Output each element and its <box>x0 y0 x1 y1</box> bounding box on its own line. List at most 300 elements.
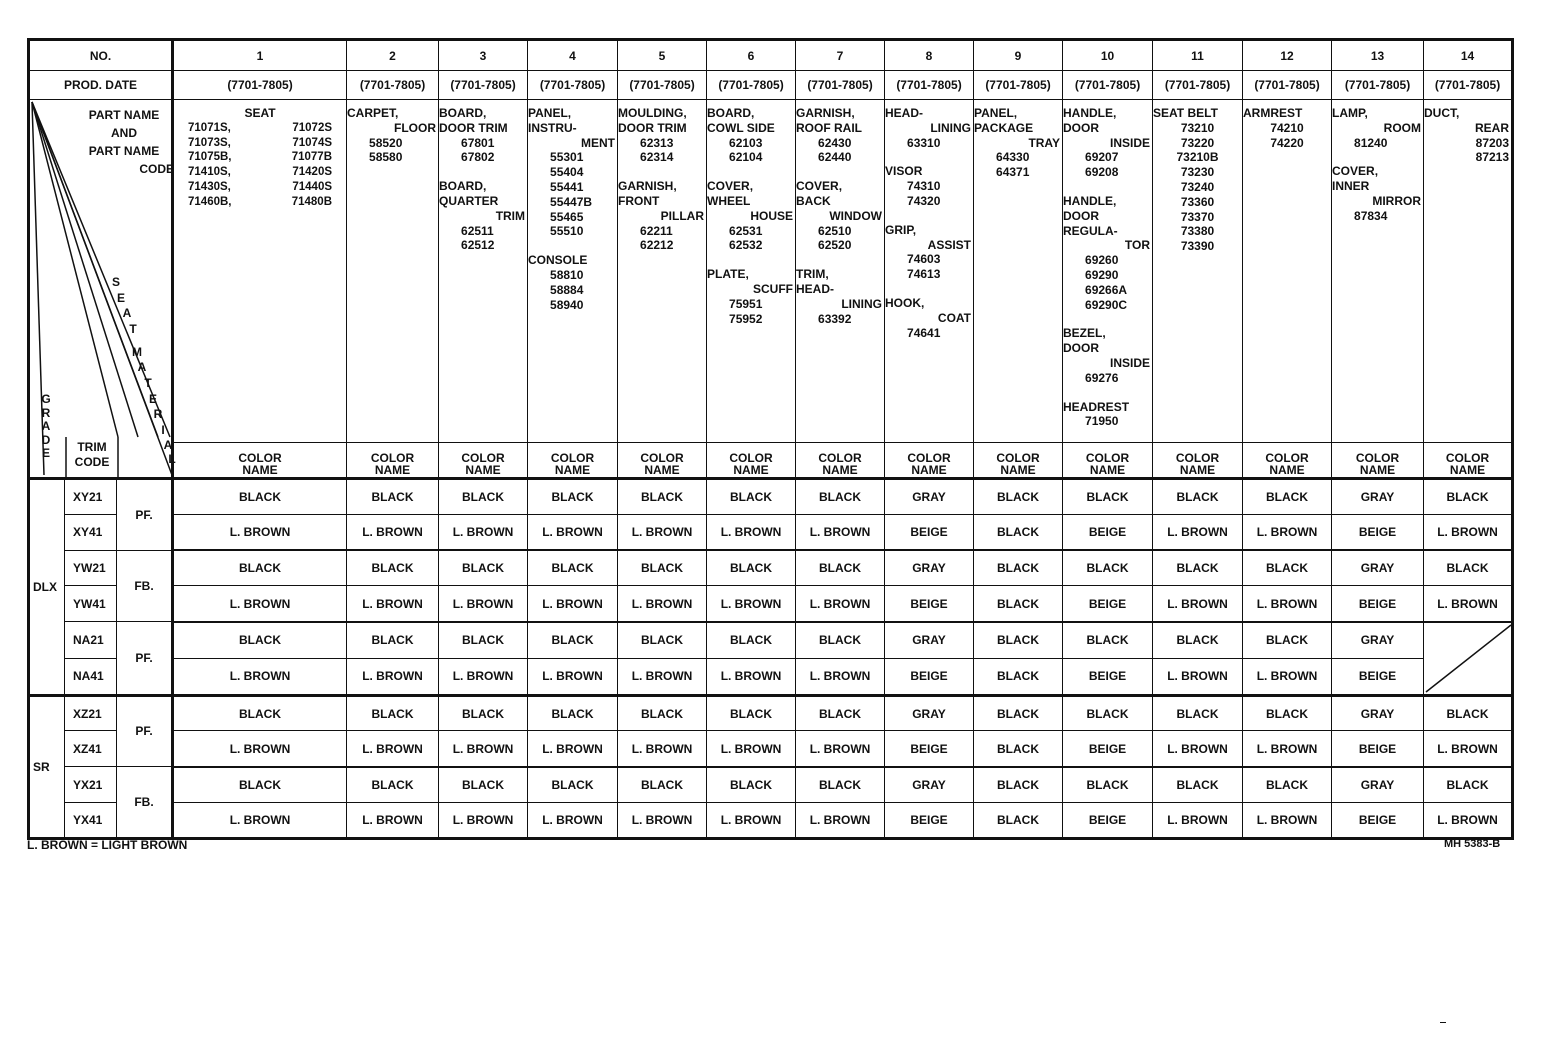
part-entry: 74220 <box>1270 135 1304 150</box>
color-name: BEIGE <box>885 514 974 550</box>
color-name: L. BROWN <box>1153 514 1243 550</box>
part-name-cell <box>885 100 974 479</box>
color-name: L. BROWN <box>173 658 347 695</box>
figure-id: MH 5383-B <box>1444 838 1501 850</box>
color-name-label <box>1424 452 1511 476</box>
color-name-label <box>796 452 884 476</box>
color-name: BLACK <box>528 622 618 659</box>
part-entry: 62510 <box>818 223 852 238</box>
trim-row <box>29 731 1513 767</box>
part-entry: GARNISH, <box>796 106 855 120</box>
part-name-cell <box>173 100 347 479</box>
part-entry: COVER, <box>707 179 754 194</box>
color-name: L. BROWN <box>796 658 885 695</box>
color-name: L. BROWN <box>173 586 347 622</box>
part-name-cell <box>618 100 707 479</box>
color-name: L. BROWN <box>1424 586 1513 622</box>
color-name: BLACK <box>1424 767 1513 803</box>
color-name-label <box>1063 452 1152 476</box>
color-name: GRAY <box>1332 622 1424 659</box>
color-name: GRAY <box>885 622 974 659</box>
part-code: 71073S, <box>188 136 231 149</box>
color-name-line-1: COLOR <box>1445 451 1490 465</box>
part-name-cell <box>796 100 885 479</box>
color-name: GRAY <box>885 767 974 803</box>
trim-code-label-line-1: TRIM <box>77 440 107 454</box>
part-entry: 67801 <box>461 135 495 150</box>
color-name: L. BROWN <box>439 803 528 839</box>
part-list <box>439 100 527 253</box>
trim-code: XY21 <box>65 479 117 515</box>
trim-row <box>29 803 1513 839</box>
part-entry: REGULA- <box>1063 223 1118 238</box>
color-name: L. BROWN <box>1243 514 1332 550</box>
color-name-line-2: NAME <box>1179 463 1216 477</box>
part-entry: 62314 <box>640 150 674 165</box>
part-entry: 55441 <box>550 179 584 194</box>
part-code: 71420S <box>292 166 333 179</box>
part-name-cell <box>528 100 618 479</box>
seat-material: FB. <box>117 767 173 839</box>
part-entry: 67802 <box>461 150 495 165</box>
color-name: L. BROWN <box>1424 803 1513 839</box>
color-name: BLACK <box>1243 767 1332 803</box>
part-entry: 71950 <box>1085 414 1119 429</box>
part-entry: 62104 <box>729 150 763 165</box>
part-entry: 58940 <box>550 297 584 312</box>
part-entry: GRIP, <box>885 222 917 237</box>
part-entry: COWL SIDE <box>707 120 775 135</box>
production-date: (7701-7805) <box>347 71 439 100</box>
color-name-line-1: COLOR <box>907 451 951 465</box>
part-entry: HEAD- <box>885 106 924 120</box>
color-name: BLACK <box>618 479 707 515</box>
part-entry: ROOM <box>1383 120 1422 135</box>
part-entry: COVER, <box>796 179 843 194</box>
column-number: 8 <box>885 40 974 71</box>
production-date: (7701-7805) <box>796 71 885 100</box>
part-entry: BOARD, <box>707 106 755 120</box>
trim-code: XZ21 <box>65 695 117 731</box>
color-name: L. BROWN <box>1243 731 1332 767</box>
color-name: BEIGE <box>885 658 974 695</box>
color-name: BLACK <box>347 479 439 515</box>
part-list <box>618 100 706 253</box>
grade-cell: DLX <box>29 479 65 696</box>
color-name-label <box>528 452 617 476</box>
part-name-cell <box>974 100 1063 479</box>
color-name: BLACK <box>707 695 796 731</box>
part-entry: PILLAR <box>660 208 705 223</box>
seat-material: PF. <box>117 479 173 551</box>
color-name: BEIGE <box>1332 658 1424 695</box>
part-list <box>885 100 973 340</box>
trim-code: YX41 <box>65 803 117 839</box>
color-name-line-1: COLOR <box>461 451 505 465</box>
color-name: BLACK <box>439 767 528 803</box>
color-name: BLACK <box>974 695 1063 731</box>
part-entry: BOARD, <box>439 106 487 120</box>
part-code: 71077B <box>291 151 333 164</box>
color-name: L. BROWN <box>707 803 796 839</box>
part-name-header-line: CODE <box>139 162 174 176</box>
color-name-line-1: COLOR <box>1085 451 1130 465</box>
part-list <box>347 100 438 165</box>
part-entry: DOOR <box>1063 208 1100 223</box>
part-code: 71410S, <box>188 166 231 179</box>
color-name-line-2: NAME <box>465 463 501 477</box>
part-name-header <box>70 106 178 178</box>
color-name-line-1: COLOR <box>1355 451 1400 465</box>
column-number: 11 <box>1153 40 1243 71</box>
color-name: L. BROWN <box>796 803 885 839</box>
color-name-label <box>885 452 973 476</box>
trim-code: YW41 <box>65 586 117 622</box>
trim-row <box>29 622 1513 659</box>
part-entry: 69266A <box>1085 282 1128 297</box>
color-name: BLACK <box>1063 479 1153 515</box>
part-code: 71071S, <box>188 121 231 134</box>
part-entry: DOOR TRIM <box>439 120 508 135</box>
color-name: BLACK <box>1243 550 1332 586</box>
color-name-label <box>1332 452 1423 476</box>
part-entry: 55510 <box>550 224 584 239</box>
color-name-line-2: NAME <box>242 463 278 477</box>
part-list <box>1332 100 1423 224</box>
column-number: 13 <box>1332 40 1424 71</box>
color-name-line-1: COLOR <box>818 451 862 465</box>
color-name: L. BROWN <box>1243 803 1332 839</box>
part-entry: COVER, <box>1332 164 1379 179</box>
part-name-cell <box>1332 100 1424 479</box>
color-name: BLACK <box>1424 550 1513 586</box>
color-name-label <box>1153 452 1242 476</box>
part-name-header-line: PART NAME <box>88 108 160 122</box>
color-name: BLACK <box>974 803 1063 839</box>
part-entry: 81240 <box>1354 135 1388 150</box>
part-entry: GARNISH, <box>618 179 677 194</box>
color-name: L. BROWN <box>439 658 528 695</box>
part-entry: 73360 <box>1180 194 1215 209</box>
part-entry: 62430 <box>818 135 852 150</box>
color-name: GRAY <box>1332 550 1424 586</box>
part-entry: VISOR <box>885 164 923 179</box>
part-entry: INSTRU- <box>528 120 577 135</box>
part-entry: HOUSE <box>750 208 794 223</box>
color-name: L. BROWN <box>796 586 885 622</box>
part-entry: 62532 <box>729 238 763 253</box>
color-name-line-2: NAME <box>1359 463 1396 477</box>
part-entry: 74310 <box>907 179 941 194</box>
color-name-line-2: NAME <box>1000 463 1036 477</box>
part-entry: 75951 <box>729 296 763 311</box>
production-date: (7701-7805) <box>618 71 707 100</box>
color-name-line-1: COLOR <box>370 451 415 465</box>
color-name: GRAY <box>885 479 974 515</box>
part-entry: HANDLE, <box>1063 193 1117 208</box>
not-applicable-slash <box>1424 623 1513 694</box>
color-name: BLACK <box>439 622 528 659</box>
part-name-cell <box>707 100 796 479</box>
color-name: BLACK <box>796 622 885 659</box>
color-name: BLACK <box>173 767 347 803</box>
part-entry: 62512 <box>461 238 495 253</box>
color-name: L. BROWN <box>1153 803 1243 839</box>
part-entry: 87213 <box>1475 150 1510 165</box>
part-entry: REAR <box>1475 120 1510 135</box>
production-date: (7701-7805) <box>1332 71 1424 100</box>
part-entry: 62313 <box>640 135 674 150</box>
color-name: BLACK <box>1424 695 1513 731</box>
part-entry: 62103 <box>729 135 763 150</box>
color-name: BEIGE <box>1332 586 1424 622</box>
color-name: L. BROWN <box>439 514 528 550</box>
color-name: GRAY <box>885 550 974 586</box>
color-name: L. BROWN <box>796 514 885 550</box>
part-entry: 69260 <box>1085 253 1119 268</box>
part-entry: MIRROR <box>1372 193 1422 208</box>
color-name: BLACK <box>974 731 1063 767</box>
color-name: BLACK <box>618 550 707 586</box>
color-name: BLACK <box>1063 695 1153 731</box>
part-entry: DOOR <box>1063 341 1100 356</box>
color-name: L. BROWN <box>707 731 796 767</box>
part-entry: 73210B <box>1176 150 1219 165</box>
part-entry: HEADREST <box>1063 399 1130 414</box>
trim-color-table <box>27 38 1514 840</box>
column-number: 4 <box>528 40 618 71</box>
number-row <box>29 40 1513 71</box>
color-name: L. BROWN <box>528 658 618 695</box>
color-name: BLACK <box>439 550 528 586</box>
color-name: L. BROWN <box>347 658 439 695</box>
part-entry: WINDOW <box>829 208 883 223</box>
trim-row <box>29 514 1513 550</box>
column-number: 6 <box>707 40 796 71</box>
color-name: L. BROWN <box>528 586 618 622</box>
color-name-label <box>174 452 346 476</box>
column-key-header <box>29 100 176 479</box>
color-name: BLACK <box>974 550 1063 586</box>
part-entry: DOOR <box>1063 120 1100 135</box>
seat-material: PF. <box>117 622 173 696</box>
part-entry: COAT <box>937 310 972 325</box>
color-name: BLACK <box>1153 479 1243 515</box>
part-name-cell <box>1153 100 1243 479</box>
color-name: BLACK <box>1063 767 1153 803</box>
part-entry: 73210 <box>1180 120 1215 135</box>
color-name: L. BROWN <box>173 803 347 839</box>
trim-row <box>29 479 1513 515</box>
color-name-line-1: COLOR <box>1265 451 1309 465</box>
color-name: L. BROWN <box>347 803 439 839</box>
column-number: 5 <box>618 40 707 71</box>
production-date: (7701-7805) <box>1153 71 1243 100</box>
column-number: 2 <box>347 40 439 71</box>
color-name-label <box>618 452 706 476</box>
color-name: BLACK <box>528 479 618 515</box>
color-name: L. BROWN <box>796 731 885 767</box>
part-name-header-line: AND <box>111 126 137 140</box>
part-entry: 62511 <box>461 223 494 238</box>
trim-code: XZ41 <box>65 731 117 767</box>
color-name: BLACK <box>173 479 347 515</box>
color-name-line-2: NAME <box>822 463 858 477</box>
part-code: 71430S, <box>188 180 231 193</box>
part-code: 71075B, <box>188 151 232 164</box>
color-name: L. BROWN <box>347 514 439 550</box>
color-name: L. BROWN <box>707 658 796 695</box>
part-entry: 62520 <box>818 238 852 253</box>
color-name: BEIGE <box>885 731 974 767</box>
production-date: (7701-7805) <box>439 71 528 100</box>
part-entry: TRIM, <box>796 267 829 282</box>
part-entry: 62211 <box>640 223 673 238</box>
color-name: BLACK <box>1424 479 1513 515</box>
color-name: L. BROWN <box>1424 514 1513 550</box>
color-name: L. BROWN <box>1243 658 1332 695</box>
column-number: 10 <box>1063 40 1153 71</box>
color-name-line-2: NAME <box>644 463 680 477</box>
part-entry: FRONT <box>618 193 660 208</box>
part-entry: HOOK, <box>885 295 925 310</box>
part-entry: 73220 <box>1180 135 1215 150</box>
color-name: BLACK <box>439 479 528 515</box>
part-entry: 69290C <box>1085 297 1128 312</box>
color-name: BLACK <box>1153 695 1243 731</box>
color-name: BLACK <box>347 767 439 803</box>
color-name: L. BROWN <box>439 731 528 767</box>
color-name: BLACK <box>974 767 1063 803</box>
color-name: BLACK <box>1243 622 1332 659</box>
color-name: BLACK <box>707 767 796 803</box>
color-name: GRAY <box>1332 767 1424 803</box>
part-entry: CONSOLE <box>528 253 588 268</box>
color-name: BLACK <box>707 479 796 515</box>
color-name: L. BROWN <box>1424 731 1513 767</box>
color-name-line-1: COLOR <box>640 451 684 465</box>
part-entry: 64371 <box>996 165 1030 180</box>
color-name: BEIGE <box>1332 514 1424 550</box>
part-entry: 75952 <box>729 311 763 326</box>
column-number: 14 <box>1424 40 1513 71</box>
color-name: BEIGE <box>1332 731 1424 767</box>
part-entry: INSIDE <box>1110 355 1151 370</box>
color-name: BLACK <box>707 622 796 659</box>
part-entry: MENT <box>581 135 616 150</box>
part-entry: 73390 <box>1180 239 1215 254</box>
column-number: 1 <box>173 40 347 71</box>
color-name: L. BROWN <box>528 514 618 550</box>
part-entry: 74613 <box>907 267 941 282</box>
part-name-cell <box>1424 100 1513 479</box>
color-name: GRAY <box>885 695 974 731</box>
color-name: BLACK <box>173 622 347 659</box>
color-name: BEIGE <box>1063 514 1153 550</box>
column-number: 12 <box>1243 40 1332 71</box>
color-name: GRAY <box>1332 695 1424 731</box>
color-name-line-2: NAME <box>374 463 411 477</box>
color-name: L. BROWN <box>1153 586 1243 622</box>
part-entry: 55447B <box>550 194 593 209</box>
color-name: L. BROWN <box>618 586 707 622</box>
part-entry: 73240 <box>1180 179 1215 194</box>
part-entry: 74210 <box>1270 120 1304 135</box>
part-entry: HANDLE, <box>1063 106 1117 120</box>
part-name-cell <box>347 100 439 479</box>
part-entry: PANEL, <box>528 106 572 120</box>
seat-material: FB. <box>117 550 173 622</box>
part-entry: LINING <box>930 120 972 135</box>
trim-code: NA41 <box>65 658 117 695</box>
part-entry: TRIM <box>495 208 526 223</box>
part-entry: LAMP, <box>1332 106 1368 120</box>
part-entry: 58884 <box>550 282 584 297</box>
part-entry: 74641 <box>907 325 941 340</box>
color-name: L. BROWN <box>618 803 707 839</box>
color-name: BLACK <box>1243 479 1332 515</box>
part-list <box>528 100 617 312</box>
color-name-label <box>707 452 795 476</box>
color-name-line-1: COLOR <box>729 451 773 465</box>
part-entry: 58810 <box>550 267 584 282</box>
part-entry: 62531 <box>729 223 763 238</box>
part-code: 71460B, <box>188 195 232 208</box>
color-name-line-2: NAME <box>1269 463 1305 477</box>
color-name-line-2: NAME <box>1089 463 1126 477</box>
trim-row <box>29 550 1513 586</box>
part-entry: 55465 <box>550 209 584 224</box>
part-entry: BACK <box>796 193 831 208</box>
color-name: BLACK <box>618 695 707 731</box>
color-name: BLACK <box>439 695 528 731</box>
part-entry: BOARD, <box>439 179 487 194</box>
seat-material: PF. <box>117 695 173 767</box>
part-entry: DOOR TRIM <box>618 120 687 135</box>
part-entry: ARMREST <box>1243 106 1303 120</box>
part-list <box>1243 100 1331 150</box>
column-number: 9 <box>974 40 1063 71</box>
color-name: BLACK <box>796 479 885 515</box>
color-name: L. BROWN <box>173 731 347 767</box>
part-entry: 63392 <box>818 311 852 326</box>
part-entry: TOR <box>1124 238 1151 253</box>
trim-code: YW21 <box>65 550 117 586</box>
part-entry: 69208 <box>1085 165 1119 180</box>
color-name: BLACK <box>347 622 439 659</box>
color-name: BLACK <box>618 767 707 803</box>
color-name: BLACK <box>347 550 439 586</box>
color-name: BLACK <box>974 622 1063 659</box>
production-date: (7701-7805) <box>1063 71 1153 100</box>
part-list <box>1424 100 1511 165</box>
part-entry: QUARTER <box>439 193 499 208</box>
production-date: (7701-7805) <box>1424 71 1513 100</box>
color-name: BLACK <box>1153 550 1243 586</box>
not-applicable-cell <box>1424 622 1513 696</box>
part-entry: FLOOR <box>394 120 437 135</box>
part-name-header-line: PART NAME <box>88 144 160 158</box>
color-name: L. BROWN <box>528 803 618 839</box>
color-name: BLACK <box>796 767 885 803</box>
part-list <box>1153 100 1242 254</box>
color-name-line-2: NAME <box>733 463 769 477</box>
seat-part-codes <box>174 121 346 210</box>
trim-row <box>29 586 1513 622</box>
part-entry: 74603 <box>907 252 941 267</box>
column-number: 3 <box>439 40 528 71</box>
color-name: L. BROWN <box>1153 658 1243 695</box>
